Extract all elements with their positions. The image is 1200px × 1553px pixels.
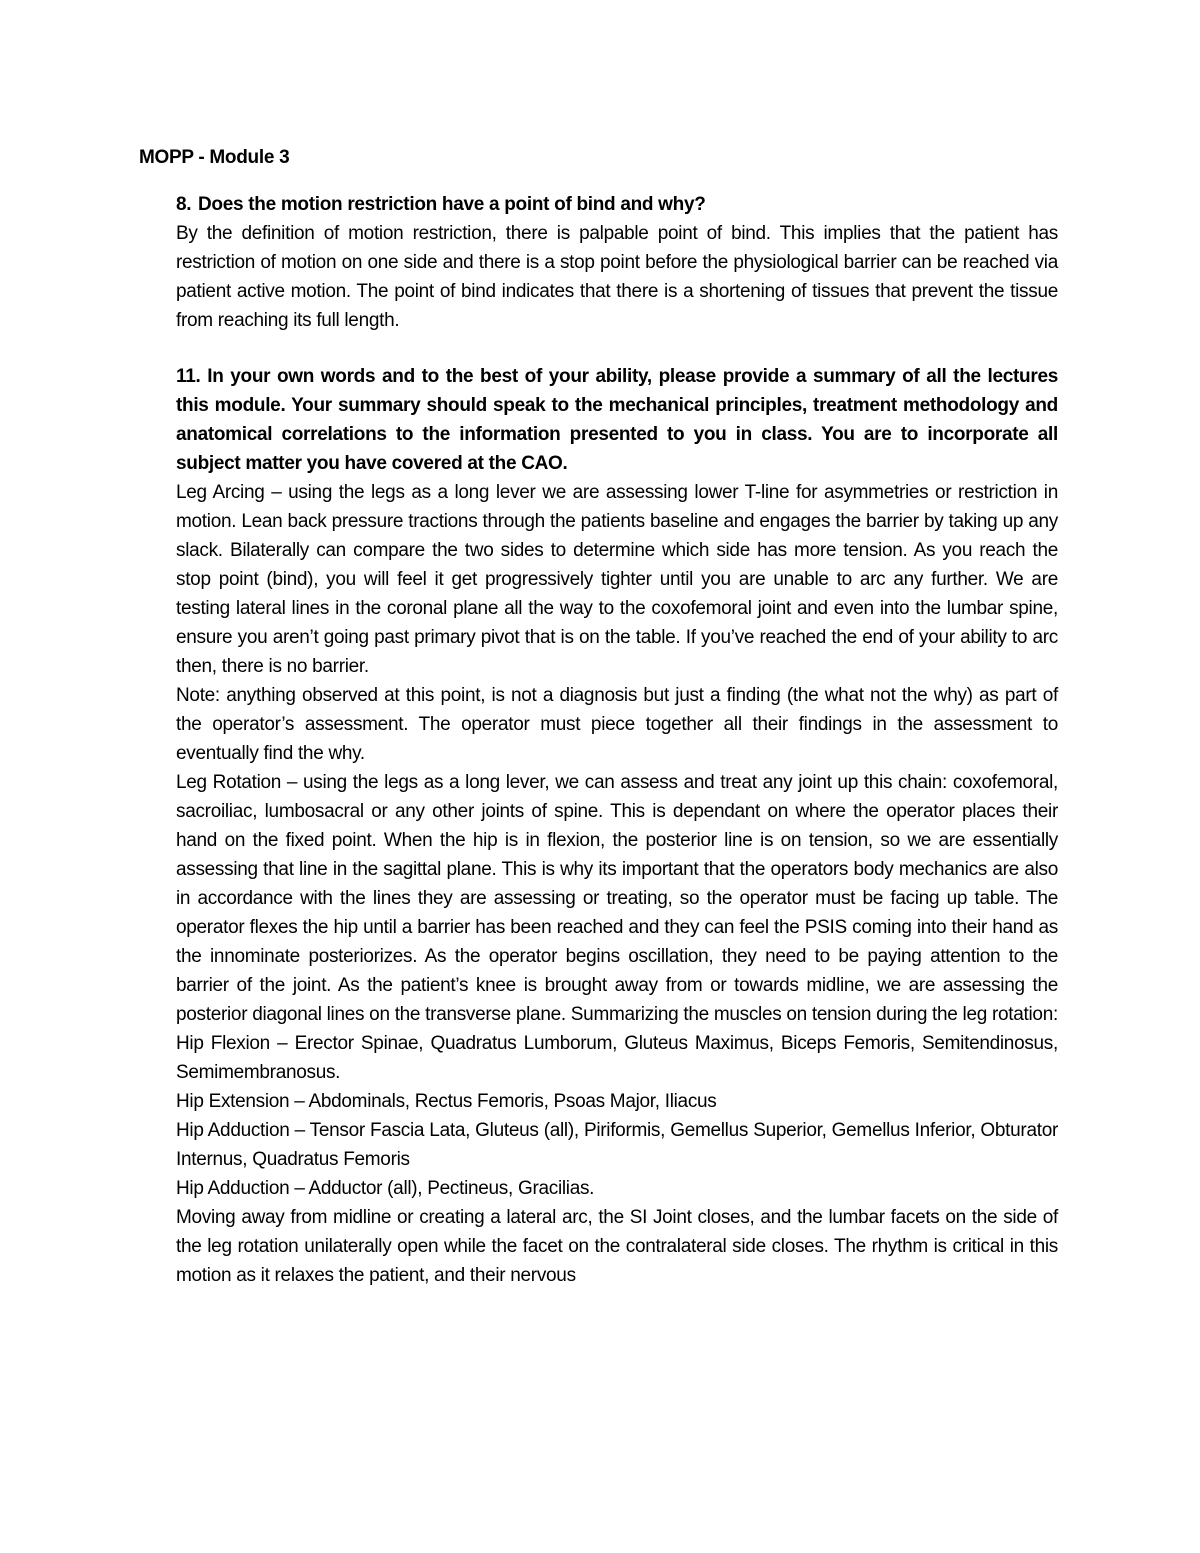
leg-rotation-paragraph: Leg Rotation – using the legs as a long lever, we can assess and treat any joint up this chain: coxofemoral, sacroiliac, lumbosacral or any other joints of spine. This is dependant on where the operator places their hand on the fixed point. When the hip is in flexion, the posterior line is on tension, so we are essentially assessing that line in the sagittal plane. This is why its important that the operators body mechanics are also in accordance with the lines they are assessing or treating, so the operator must be facing up table. The operator flexes the hip until a barrier has been reached and they can feel the PSIS coming into their hand as the innominate posteriorizes. As the operator begins oscillation, they need to be paying attention to the barrier of the joint. As the patient’s knee is brought away from or towards midline, we are assessing the posterior diagonal lines on the transverse plane. Summarizing the muscles on tension during the leg rotation:: [176, 772, 1058, 1025]
question-8-section: [176, 190, 1058, 335]
hip-flexion-muscles: Hip Flexion – Erector Spinae, Quadratus Lumborum, Gluteus Maximus, Biceps Femoris, Semitendinosus, Semimembranosus.: [176, 1033, 1058, 1083]
question-11-heading: 11. In your own words and to the best of your ability, please provide a summary of all the lectures this module. Your summary should speak to the mechanical principles, treatment methodology and anatomical correlations to the information presented to you in class. You are to incorporate all subject matter you have covered at the CAO.: [176, 366, 1058, 474]
question-8-text: Does the motion restriction have a point of bind and why?: [198, 194, 706, 215]
hip-adduction-muscles-2: Hip Adduction – Adductor (all), Pectineus, Gracilias.: [176, 1178, 595, 1199]
hip-extension-muscles: Hip Extension – Abdominals, Rectus Femoris, Psoas Major, Iliacus: [176, 1091, 717, 1112]
question-8-number: 8.: [176, 194, 192, 215]
question-11-section: [176, 362, 1058, 1290]
lateral-arc-paragraph: Moving away from midline or creating a lateral arc, the SI Joint closes, and the lumbar facets on the side of the leg rotation unilaterally open while the facet on the contralateral side closes. The rhythm is critical in this motion as it relaxes the patient, and their nervous: [176, 1207, 1058, 1286]
leg-arcing-paragraph: Leg Arcing – using the legs as a long lever we are assessing lower T-line for asymmetries or restriction in motion. Lean back pressure tractions through the patients baseline and engages the barrier by taking up any slack. Bilaterally can compare the two sides to determine which side has more tension. As you reach the stop point (bind), you will feel it get progressively tighter until you are unable to arc any further. We are testing lateral lines in the coronal plane all the way to the coxofemoral joint and even into the lumbar spine, ensure you aren’t going past primary pivot that is on the table. If you’ve reached the end of your ability to arc then, there is no barrier.: [176, 482, 1058, 677]
question-8-heading: [176, 190, 1058, 219]
hip-adduction-muscles-1: Hip Adduction – Tensor Fascia Lata, Gluteus (all), Piriformis, Gemellus Superior, Gemellus Inferior, Obturator Internus, Quadratus Femoris: [176, 1120, 1058, 1170]
note-paragraph: Note: anything observed at this point, is not a diagnosis but just a finding (the what not the why) as part of the operator’s assessment. The operator must piece together all their findings in the assessment to eventually find the why.: [176, 685, 1058, 764]
question-8-answer: By the definition of motion restriction, there is palpable point of bind. This implies that the patient has restriction of motion on one side and there is a stop point before the physiological barrier can be reached via patient active motion. The point of bind indicates that there is a shortening of tissues that prevent the tissue from reaching its full length.: [176, 223, 1058, 331]
document-title: MOPP - Module 3: [139, 147, 290, 168]
